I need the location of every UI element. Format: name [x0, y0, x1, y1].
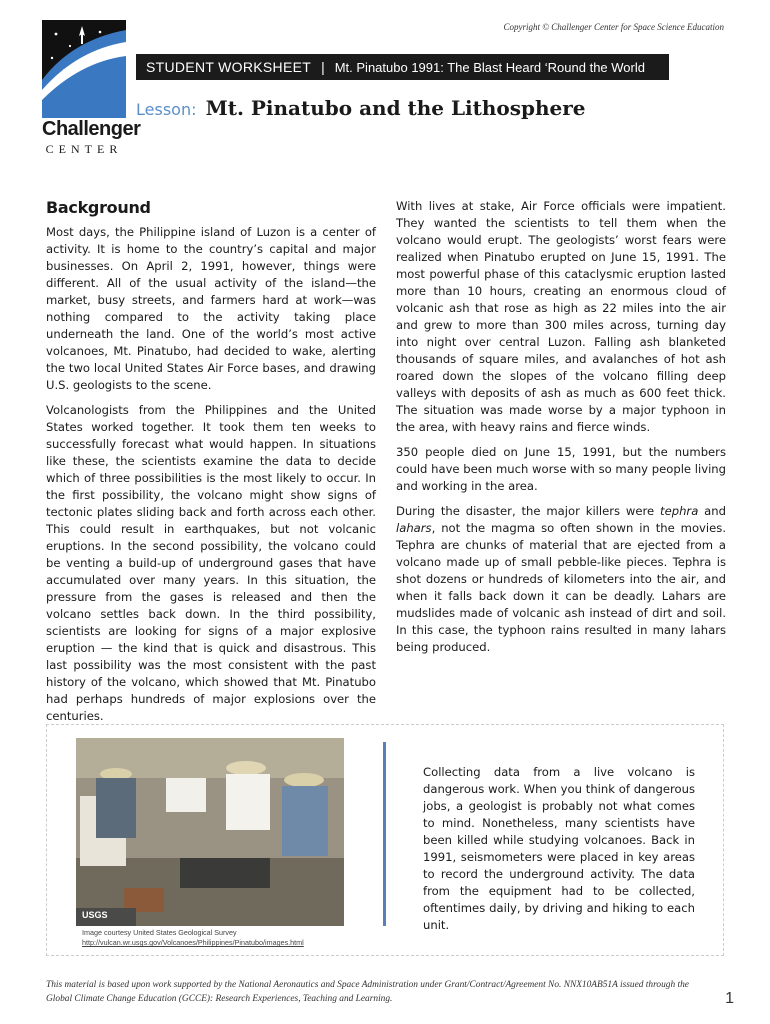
geologists-photo-image [76, 738, 344, 926]
photo-caption: Collecting data from a live volcano is dangerous work. When you think of dangerous jobs, a geologist is probably not what comes to mind. Nonetheless, many scientists have been killed while studying volcanoes. Back in 1991, seismometers were placed in key areas to record the underground activity. The data from the equipment had to be collected, oftentimes daily, by driving and hiking to each unit. [423, 765, 695, 932]
copyright-notice: Copyright © Challenger Center for Space Science Education [503, 22, 724, 32]
challenger-center-logo [42, 20, 141, 158]
usgs-watermark: USGS [82, 910, 108, 920]
logo-subtext: CENTER [45, 142, 123, 156]
killers-text-3: , not the magma so often shown in the movies. Tephra are chunks of material that are ejected from a volcano made up of small pebble-like pieces. Tephra is shot dozens or hundreds of kilometers into the air, and when it falls back down it can be deadly. Lahars are mudslides made of volcanic ash instead of dirt and soil. In this case, the typhoon rains resulted in many lahars being produced. [396, 521, 726, 654]
lesson-heading [136, 96, 586, 120]
funding-footer: This material is based upon work supported by the National Aeronautics and Space Administration under Grant/Contract/Agreement No. NNX10AB51A issued through the Global Climate Change Education (GCCE): Research Experiences, Teaching and Learning. [46, 980, 689, 1004]
killers-text-1: During the disaster, the major killers were [396, 504, 661, 518]
lesson-label: Lesson: [136, 100, 197, 119]
caption-divider [383, 742, 386, 926]
background-column [46, 198, 376, 733]
killers-text-2: and [698, 504, 726, 518]
killers-paragraph [396, 503, 726, 656]
photo-credit [82, 928, 304, 948]
challenger-logo-icon [42, 20, 126, 118]
background-paragraph-1: Most days, the Philippine island of Luzon is a center of activity. It is home to the country’s capital and major businesses. On April 2, 1991, however, things were different. All of the usual activity of the island—the market, busy streets, and farmers hard at work—was nothing compared to the activity taking place underneath the land. One of the world’s most active volcanoes, Mt. Pinatubo, had decided to wake, alerting the two local United States Air Force bases, and drawing U.S. geologists to the scene. [46, 225, 376, 392]
page-number: 1 [725, 990, 734, 1007]
photo-credit-line: Image courtesy United States Geological Survey [82, 928, 237, 937]
logo-wordmark: Challenger [42, 118, 141, 140]
lahars-term: lahars [396, 521, 432, 535]
geologists-photo [76, 738, 344, 926]
background-heading: Background [46, 198, 151, 217]
background-paragraph-2: Volcanologists from the Philippines and the United States worked together. It took them ten weeks to successfully forecast what would happen. In situations like these, the scientists examine the data to decide which of three possibilities is the most likely to occur. In the first possibility, the volcano might show signs of tectonic plates sliding back and forth across each other. This could result in earthquakes, but not volcanic eruptions. In the second possibility, the volcano could be venting a build-up of underground gases that have accumulated over many years. In this situation, the pressure from the gases is released and then the volcano settles back down. In the third possibility, scientists are looking for signs of a major explosive eruption — the kind that is quick and disastrous. This last possibility was the most consistent with the past history of the volcano, which showed that Mt. Pinatubo had perhaps hundreds of major explosions over the centuries. [46, 403, 376, 723]
banner-separator: | [321, 59, 325, 75]
eruption-paragraph: With lives at stake, Air Force officials were impatient. They wanted the scientists to tell them when the volcano would erupt. The geologists’ worst fears were realized when Pinatubo erupted on June 15, 1991. The most powerful phase of this cataclysmic eruption lasted more than 10 hours, creating an enormous cloud of volcanic ash that rose as high as 22 miles into the air and grew to more than 300 miles across, turning day into night over central Luzon. Falling ash blanketed thousands of square miles, and avalanches of hot ash roared down the slopes of the volcano filling deep valleys with deposits of ash as much as 600 feet thick. The situation was made worse by a major typhoon in the area, with heavy rains and fierce winds. [396, 199, 726, 434]
tephra-term: tephra [660, 504, 699, 518]
worksheet-banner [136, 54, 669, 80]
lesson-title: Mt. Pinatubo and the Lithosphere [205, 96, 586, 120]
worksheet-subtitle: Mt. Pinatubo 1991: The Blast Heard ‘Round the World [334, 59, 645, 75]
worksheet-label: STUDENT WORKSHEET [146, 59, 312, 75]
right-column [396, 198, 726, 664]
deaths-paragraph: 350 people died on June 15, 1991, but the numbers could have been much worse with so many people living and working in the area. [396, 445, 726, 493]
photo-credit-link[interactable]: http://vulcan.wr.usgs.gov/Volcanoes/Philippines/Pinatubo/images.html [82, 938, 304, 947]
